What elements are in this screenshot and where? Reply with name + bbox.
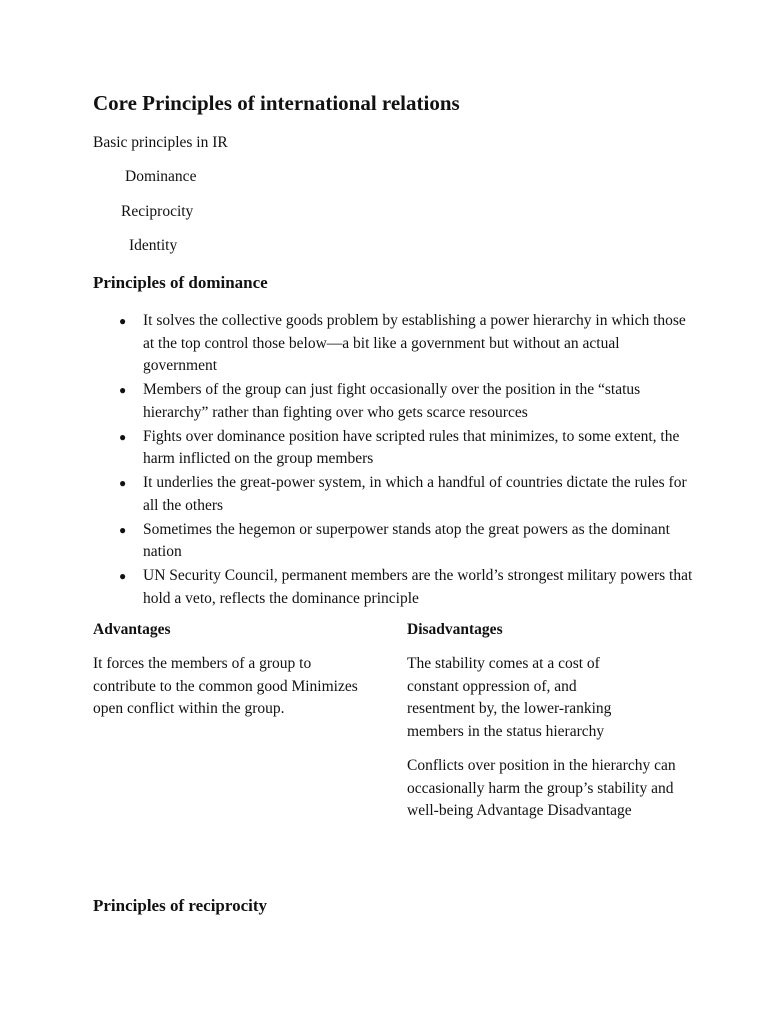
bullet-icon: ● xyxy=(119,383,127,397)
disadvantages-text-1: The stability comes at a cost of constant oppression of, and resentment by, the lower-ranking members in the status hierarchy xyxy=(407,655,612,740)
principle-reciprocity: Reciprocity xyxy=(121,203,194,220)
advantages-heading: Advantages xyxy=(93,621,171,638)
bullet-icon: ● xyxy=(119,429,127,444)
list-item: ● Fights over dominance position have scripted rules that minimizes, to some extent, the harm inflicted on the group members xyxy=(119,427,680,467)
intro-text: Basic principles in IR xyxy=(93,134,228,151)
list-item: ● It solves the collective goods problem by establishing a power hierarchy in which those at the top control those below—a bit like a government but without an actual government xyxy=(119,312,686,374)
reciprocity-heading: Principles of reciprocity xyxy=(93,896,268,915)
dominance-heading: Principles of dominance xyxy=(93,273,268,292)
list-item: ● Sometimes the hegemon or superpower stands atop the great powers as the dominant nation xyxy=(119,520,670,560)
principle-dominance: Dominance xyxy=(125,168,197,185)
disadvantages-heading: Disadvantages xyxy=(407,621,503,638)
list-item: ● Members of the group can just fight occasionally over the position in the “status hierarchy” rather than fighting over who gets scarce resources xyxy=(119,381,641,421)
bullet-icon: ● xyxy=(119,522,127,537)
list-item: ● It underlies the great-power system, in which a handful of countries dictate the rules for all the others xyxy=(119,474,687,514)
bullet-icon: ● xyxy=(119,314,127,328)
list-item: ● UN Security Council, permanent members are the world’s strongest military powers that hold a veto, reflects the dominance principle xyxy=(119,567,693,607)
bullet-icon: ● xyxy=(119,569,127,583)
dominance-bullet-list xyxy=(93,310,693,612)
disadvantages-text-2: Conflicts over position in the hierarchy can occasionally harm the group’s stability and well-being Advantage Disadvantage xyxy=(407,757,676,819)
advantages-text: It forces the members of a group to contribute to the common good Minimizes open conflict within the group. xyxy=(93,655,358,717)
bullet-icon: ● xyxy=(119,476,127,490)
document-title: Core Principles of international relations xyxy=(93,91,460,115)
principle-identity: Identity xyxy=(129,237,178,254)
